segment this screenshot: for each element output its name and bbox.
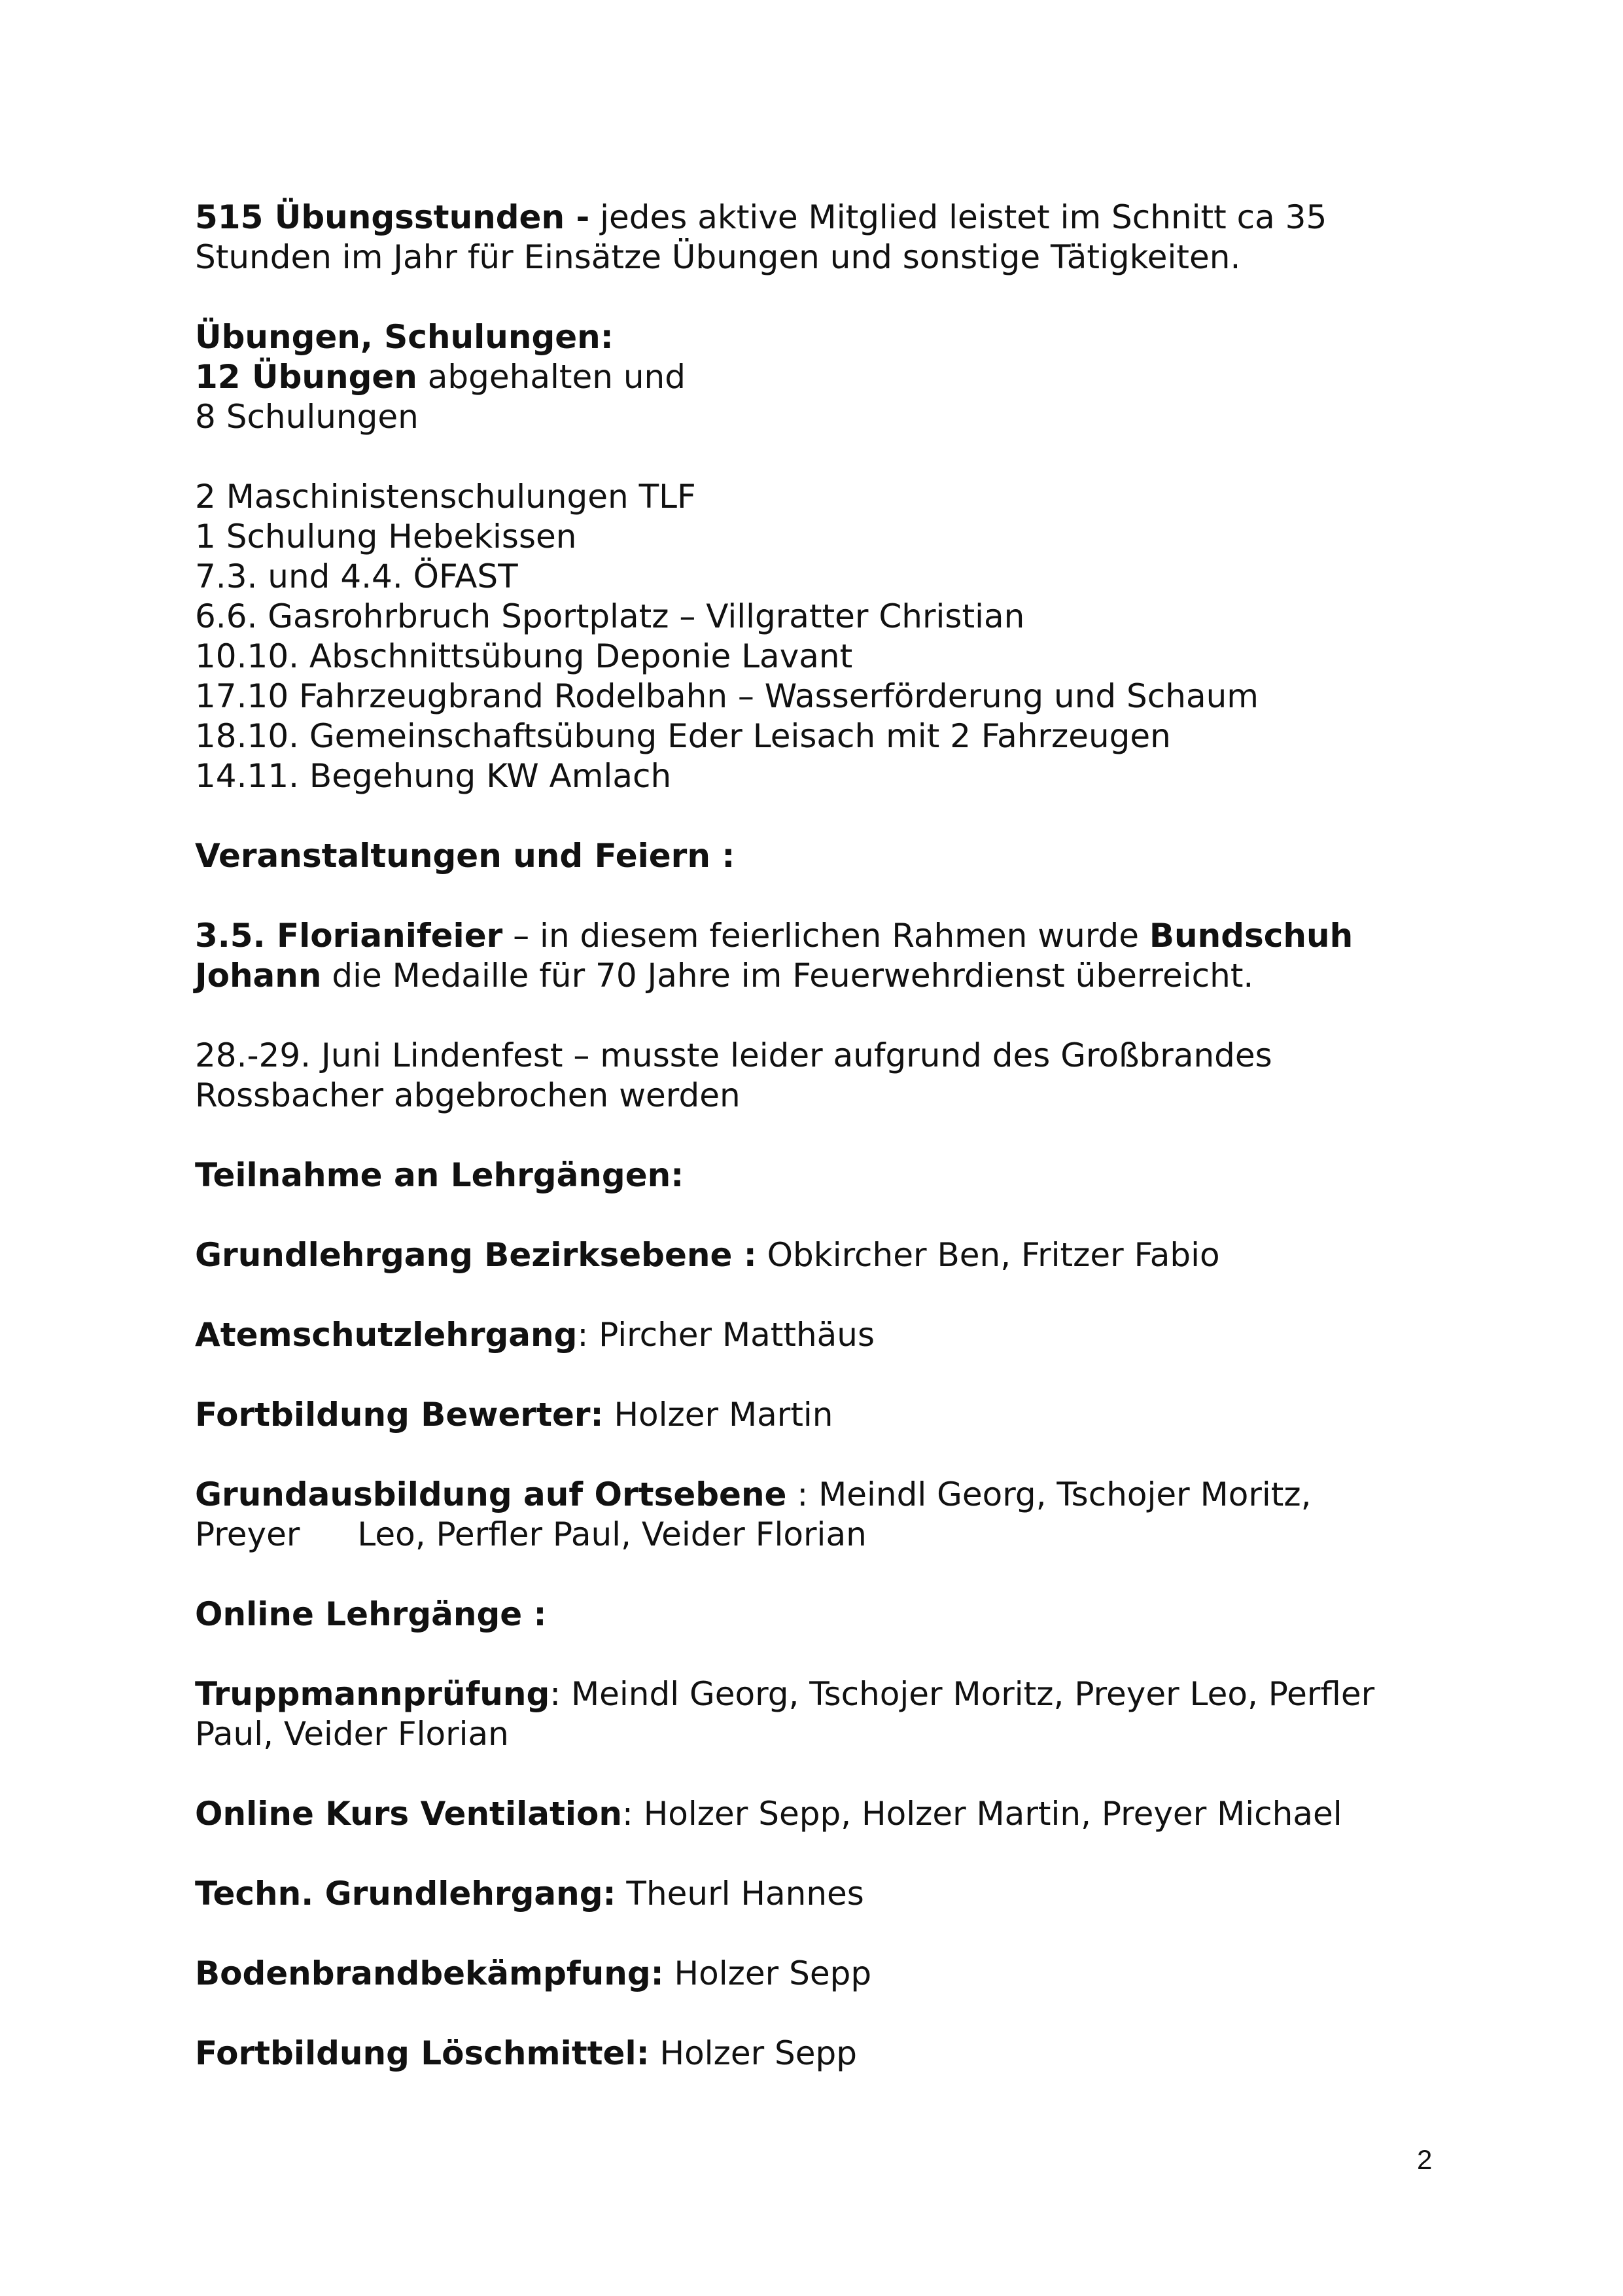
course-label: Grundlehrgang Bezirksebene : [195,1236,757,1274]
course-names: Theurl Hannes [616,1875,864,1913]
honoree-second: Johann [195,957,322,995]
course-names: Preyer [195,1515,300,1553]
exercises-count-text: abgehalten und [417,358,686,396]
spacer [195,1116,1471,1156]
exercise-item: 14.11. Begehung KW Amlach [195,757,672,795]
exercise-item: 2 Maschinistenschulungen TLF [195,478,696,516]
linden-line-1: 28.-29. Juni Lindenfest – musste leider aufgrund des Großbrandes [195,1036,1272,1074]
course-label: Techn. Grundlehrgang: [195,1875,616,1913]
course-names: : Pircher Matthäus [577,1316,875,1354]
course-label: Grundausbildung auf Ortsebene [195,1475,787,1513]
spacer [195,277,1471,317]
course-atemschutz [195,1315,1471,1355]
spacer [195,796,1471,836]
course-names: Leo, Perfler Paul, Veider Florian [357,1515,867,1553]
summary-line-1 [195,198,1471,238]
spacer [195,1834,1471,1874]
exercises-count [195,357,1471,397]
spacer [195,1275,1471,1315]
trainings-count: 8 Schulungen [195,398,419,436]
course-boden [195,1954,1471,1994]
online-heading-text: Online Lehrgänge : [195,1595,547,1633]
course-ortsebene-1 [195,1475,1471,1515]
florian-line-2 [195,956,1471,996]
florian-title: 3.5. Florianifeier [195,917,503,955]
exercises-count-bold: 12 Übungen [195,358,417,396]
course-techn [195,1874,1471,1914]
course-bewerter [195,1395,1471,1435]
course-truppmann-1 [195,1674,1471,1714]
course-names: : Holzer Sepp, Holzer Martin, Preyer Michael [621,1795,1342,1833]
hours-bold: 515 Übungsstunden - [195,198,590,236]
exercise-item: 7.3. und 4.4. ÖFAST [195,557,518,595]
spacer [195,876,1471,916]
course-names: : Meindl Georg, Tschojer Moritz, Preyer Leo, Perfler [550,1675,1375,1713]
linden-line-2: Rossbacher abgebrochen werden [195,1076,741,1114]
florian-text: – in diesem feierlichen Rahmen wurde [502,917,1149,955]
course-grund-bezirk [195,1235,1471,1275]
course-names: Obkircher Ben, Fritzer Fabio [756,1236,1220,1274]
florian-line-1 [195,916,1471,956]
spacer [195,1914,1471,1954]
page-content [195,198,1471,2074]
course-label: Truppmannprüfung [195,1675,550,1713]
hours-text: jedes aktive Mitglied leistet im Schnitt ca 35 [589,198,1327,236]
course-label: Bodenbrandbekämpfung: [195,1954,664,1992]
online-heading [195,1595,1471,1634]
course-label: Online Kurs Ventilation [195,1795,622,1833]
events-heading [195,836,1471,876]
course-loesch [195,2034,1471,2074]
honoree-first: Bundschuh [1149,917,1353,955]
course-label: Fortbildung Bewerter: [195,1396,604,1434]
courses-heading-text: Teilnahme an Lehrgängen: [195,1156,684,1194]
spacer [195,1435,1471,1475]
course-names: Holzer Sepp [663,1954,872,1992]
spacer [195,437,1471,477]
summary-line-2: Stunden im Jahr für Einsätze Übungen und sonstige Tätigkeiten. [195,238,1241,276]
exercise-item: 17.10 Fahrzeugbrand Rodelbahn – Wasserförderung und Schaum [195,677,1259,715]
course-names: : Meindl Georg, Tschojer Moritz, [786,1475,1312,1513]
course-names: Holzer Martin [603,1396,833,1434]
courses-heading [195,1156,1471,1195]
course-label: Fortbildung Löschmittel: [195,2034,650,2072]
exercise-item: 6.6. Gasrohrbruch Sportplatz – Villgratter Christian [195,597,1025,635]
course-ortsebene-2 [195,1515,1471,1555]
course-ventilation [195,1794,1471,1834]
exercises-heading [195,317,1471,357]
course-truppmann-2: Paul, Veider Florian [195,1715,509,1753]
spacer [195,1634,1471,1674]
events-heading-text: Veranstaltungen und Feiern : [195,837,735,875]
spacer [195,996,1471,1036]
exercise-item: 18.10. Gemeinschaftsübung Eder Leisach mit 2 Fahrzeugen [195,717,1171,755]
course-label: Atemschutzlehrgang [195,1316,578,1354]
page-number: 2 [1417,2144,1433,2175]
spacer [195,1555,1471,1595]
spacer [195,1994,1471,2034]
exercise-item: 1 Schulung Hebekissen [195,518,577,556]
spacer [195,1754,1471,1794]
exercises-heading-text: Übungen, Schulungen: [195,318,614,356]
exercise-item: 10.10. Abschnittsübung Deponie Lavant [195,637,853,675]
spacer [195,1195,1471,1235]
course-names: Holzer Sepp [649,2034,858,2072]
spacer [195,1355,1471,1395]
florian-text-2: die Medaille für 70 Jahre im Feuerwehrdienst überreicht. [321,957,1254,995]
